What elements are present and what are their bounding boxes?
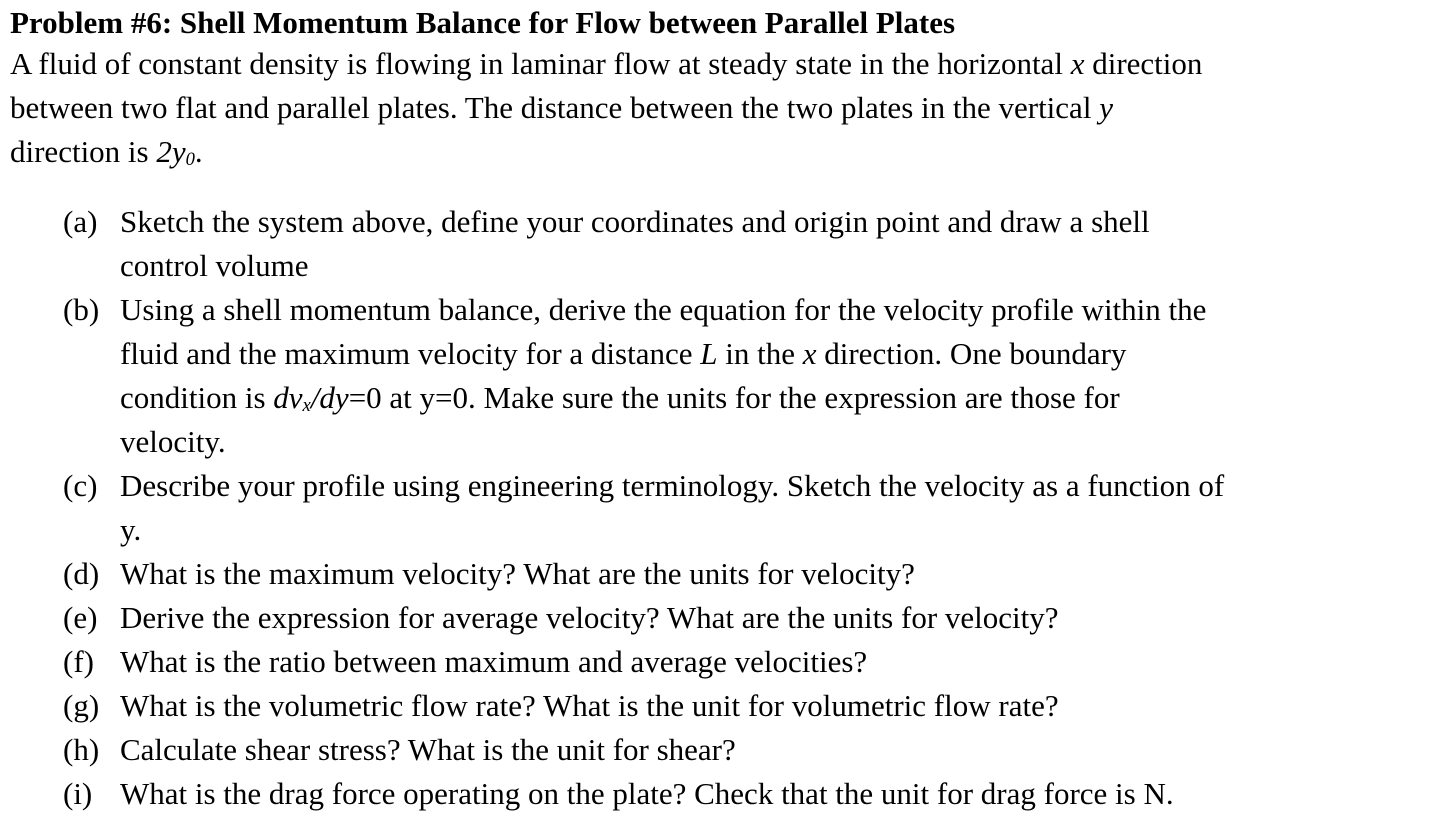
question-text: What is the volumetric flow rate? What is the unit for volumetric flow rate? — [120, 688, 1059, 723]
question-e — [10, 596, 1420, 640]
sub-question-list — [10, 200, 1430, 816]
question-label: (g) — [63, 688, 100, 723]
question-text: Derive the expression for average velocity? What are the units for velocity? — [120, 600, 1059, 635]
question-h — [10, 728, 1420, 772]
question-g — [10, 684, 1420, 728]
question-label: (f) — [63, 644, 94, 679]
question-label: (c) — [63, 468, 98, 503]
question-a — [10, 200, 1420, 288]
question-text: Describe your profile using engineering terminology. Sketch the velocity as a function of y. — [120, 468, 1225, 547]
question-label: (b) — [63, 292, 100, 327]
question-label: (d) — [63, 556, 100, 591]
question-b — [10, 288, 1420, 464]
problem-intro — [10, 42, 1410, 174]
question-c — [10, 464, 1420, 552]
question-d — [10, 552, 1420, 596]
question-text: Using a shell momentum balance, derive the equation for the velocity profile within the fluid and the maximum velocity for a distance L in the x direction. One boundary condition is $dv_x/dy=0$ at y=0. Make sure the units for the expression are those for velocity. — [120, 292, 1207, 459]
question-label: (h) — [63, 732, 100, 767]
question-i — [10, 772, 1420, 816]
question-text: What is the ratio between maximum and average velocities? — [120, 644, 868, 679]
question-text: Calculate shear stress? What is the unit for shear? — [120, 732, 736, 767]
intro-line-2: between two flat and parallel plates. The distance between the two plates in the vertical y — [10, 90, 1113, 125]
question-label: (e) — [63, 600, 98, 635]
question-label: (i) — [63, 776, 93, 811]
intro-line-1: A fluid of constant density is flowing in laminar flow at steady state in the horizontal x direction — [10, 46, 1203, 81]
question-label: (a) — [63, 204, 98, 239]
question-f — [10, 640, 1420, 684]
question-text: What is the drag force operating on the plate? Check that the unit for drag force is N. — [120, 776, 1174, 811]
question-text: What is the maximum velocity? What are the units for velocity? — [120, 556, 915, 591]
intro-line-3: direction is $2y_0$. — [10, 134, 203, 170]
problem-title: Problem #6: Shell Momentum Balance for Flow between Parallel Plates — [10, 5, 956, 40]
question-text: Sketch the system above, define your coordinates and origin point and draw a shell control volume — [120, 204, 1150, 283]
